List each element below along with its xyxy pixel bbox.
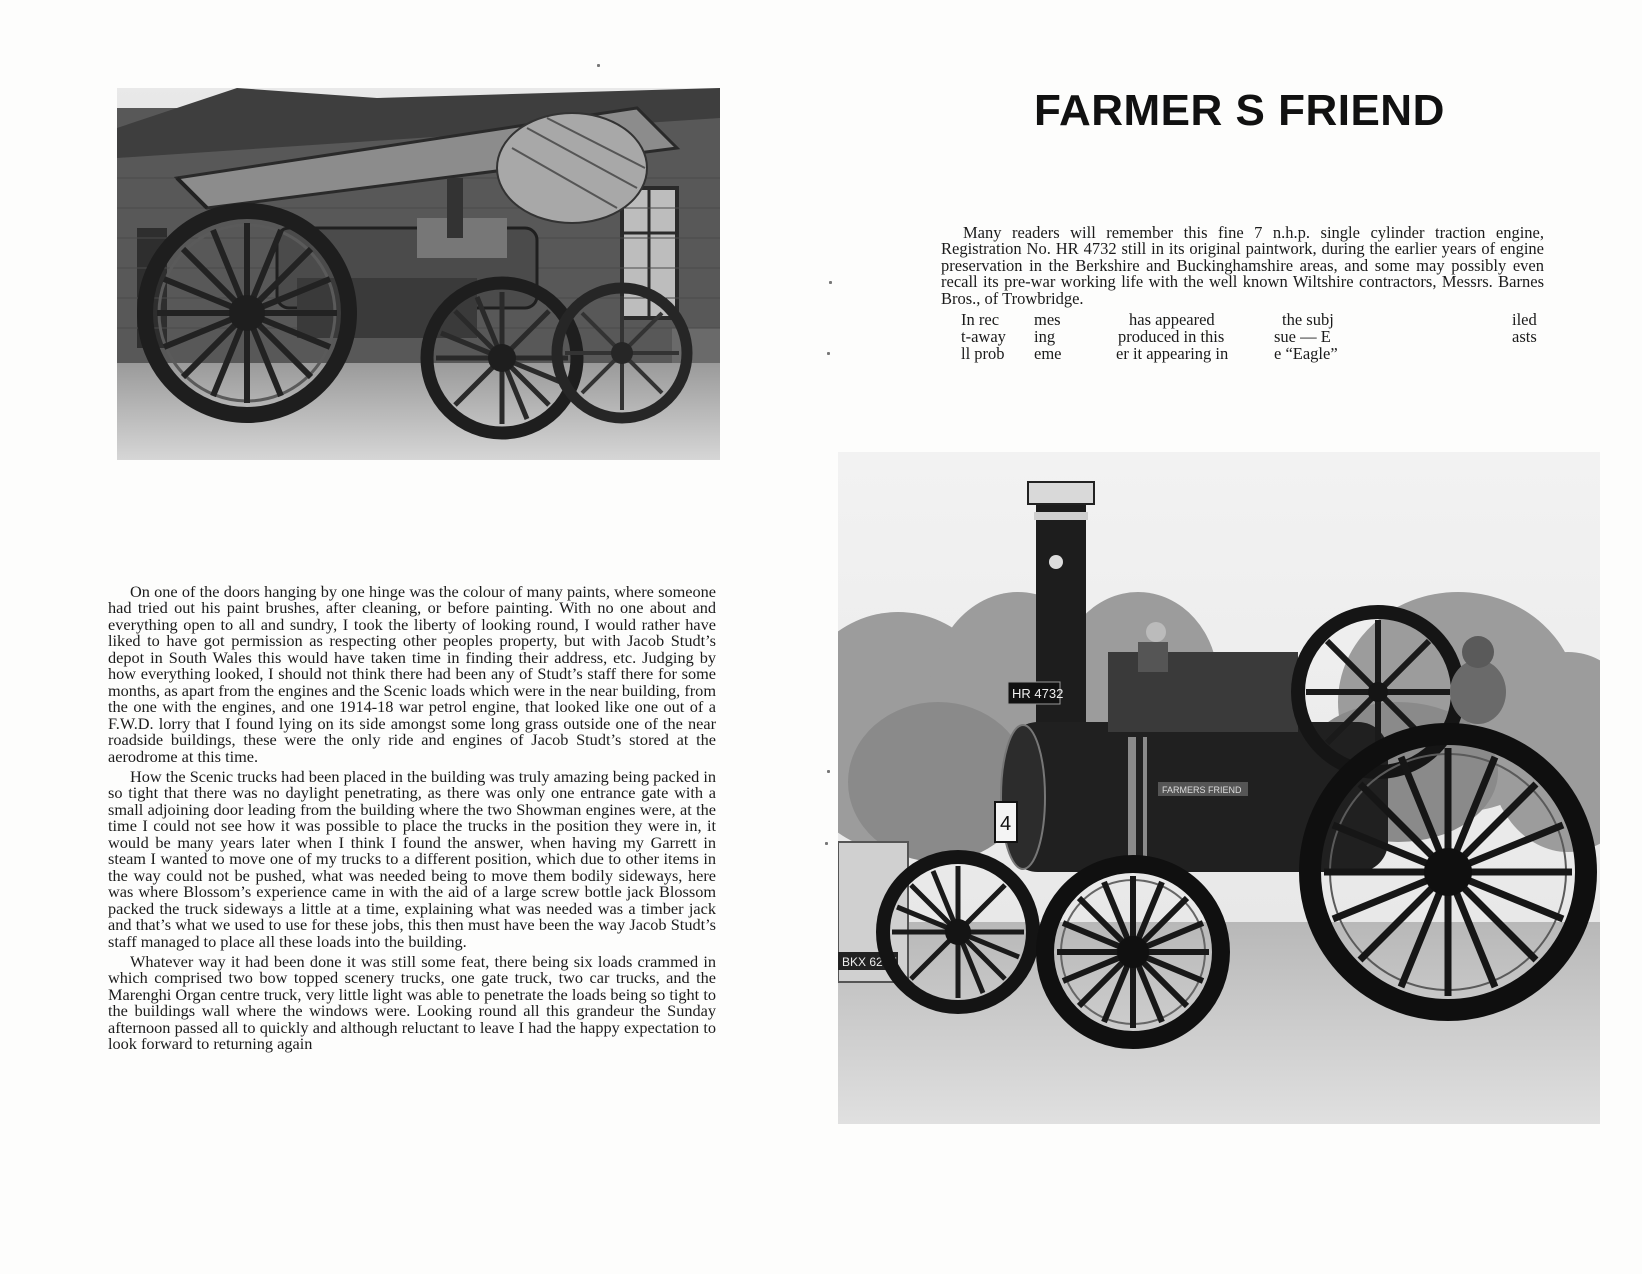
- story-paragraph: How the Scenic trucks had been placed in the building was truly amazing being packed in so tight that there was no daylight penetrating, as there was only one entrance gate with a small adjoining door leading from the building where the two Showman engines were, at the time I could not see how it was possible to place the trucks in the position they were in, it would be many years later when I think I found the answer, when having my Garrett in steam I wanted to move one of my trucks to a different position, which due to other items in the way could not be pushed, what was needed being to move them bodily sideways, here was where Blossom’s experience came in with the aid of a large screw bottle jack Blossom packed the truck sideways a little at a time, explaining what was needed was a timber jack and that’s what we used to use for these jobs, this then must have been the way Jacob Studt’s staff managed to place all these loads into the building.: [108, 766, 716, 951]
- fragment-text: has appeared: [1129, 310, 1215, 329]
- fragment-text: e “Eagle”: [1274, 344, 1338, 363]
- fragment-text: iled: [1512, 310, 1537, 329]
- fragment-text: produced in this: [1118, 327, 1225, 346]
- registration-plate: HR 4732: [1012, 686, 1064, 701]
- traction-engine-photo: [838, 452, 1600, 1124]
- fragment-text: ll prob: [961, 344, 1005, 363]
- fragment-text: er it appearing in: [1116, 344, 1229, 363]
- story-paragraph: Whatever way it had been done it was still some feat, there being six loads crammed in which comprised two bow topped scenery trucks, one gate truck, two car trucks, and the Marenghi Organ centre truck, very little light was able to penetrate the loads being so tight to the buildings wall where the windows were. Looking round all this grandeur the Sunday afternoon passed all to quickly and although reluctant to leave I had the happy expectation to look forward to returning again: [108, 951, 716, 1054]
- article-title: FARMER S FRIEND: [1034, 86, 1445, 135]
- showman-engine-photo: [117, 88, 720, 460]
- fragment-text: the subj: [1282, 310, 1334, 329]
- engine-nameplate: FARMERS FRIEND: [1162, 785, 1242, 795]
- traction-engine-illustration: [838, 452, 1600, 1124]
- fragment-text: asts: [1512, 327, 1537, 346]
- fragment-text: In rec: [961, 310, 1000, 329]
- showman-engine-illustration: [117, 88, 720, 460]
- fragment-text: sue — E: [1274, 327, 1331, 346]
- article-intro: Many readers will remember this fine 7 n.h.p. single cylinder traction engine, Registration No. HR 4732 still in its original paintwork, during the earlier years of engine preservation in the Berkshire and Buckinghamshire areas, and some may possibly even recall its pre-war working life with the well known Wiltshire contractors, Messrs. Barnes Bros., of Trowbridge.: [941, 222, 1544, 308]
- scan-speck: [597, 64, 600, 67]
- scan-speck: [829, 281, 832, 284]
- article-fragment: [941, 311, 1544, 365]
- fragment-text: mes: [1034, 310, 1061, 329]
- scan-speck: [825, 842, 828, 845]
- fragment-text: t-away: [961, 327, 1006, 346]
- car-plate: BKX 629F: [842, 955, 897, 969]
- fragment-text: ing: [1034, 327, 1056, 346]
- scan-speck: [827, 770, 830, 773]
- engine-number: 4: [1000, 813, 1012, 835]
- fragment-text: eme: [1034, 344, 1062, 363]
- story-text: [108, 584, 716, 1057]
- scan-speck: [827, 352, 830, 355]
- story-paragraph: On one of the doors hanging by one hinge was the colour of many paints, where someone had tried out his paint brushes, after cleaning, or before painting. With no one about and everything open to all and sundry, I took the liberty of looking round, I would rather have liked to have got permission as respecting other peoples property, but with Jacob Studt’s depot in South Wales this would have taken time in finding their address, etc. Judging by how everything looked, I should not think there had been any of Studt’s staff there for some months, as apart from the engines and the Scenic loads which were in the near building, from the one with the engines, and one 1914-18 war petrol engine, that looked like one out of a F.W.D. lorry that I found lying on its side amongst some long grass outside one of the near roadside buildings, these were the only ride and engines of Jacob Studt’s stored at the aerodrome at this time.: [108, 582, 716, 766]
